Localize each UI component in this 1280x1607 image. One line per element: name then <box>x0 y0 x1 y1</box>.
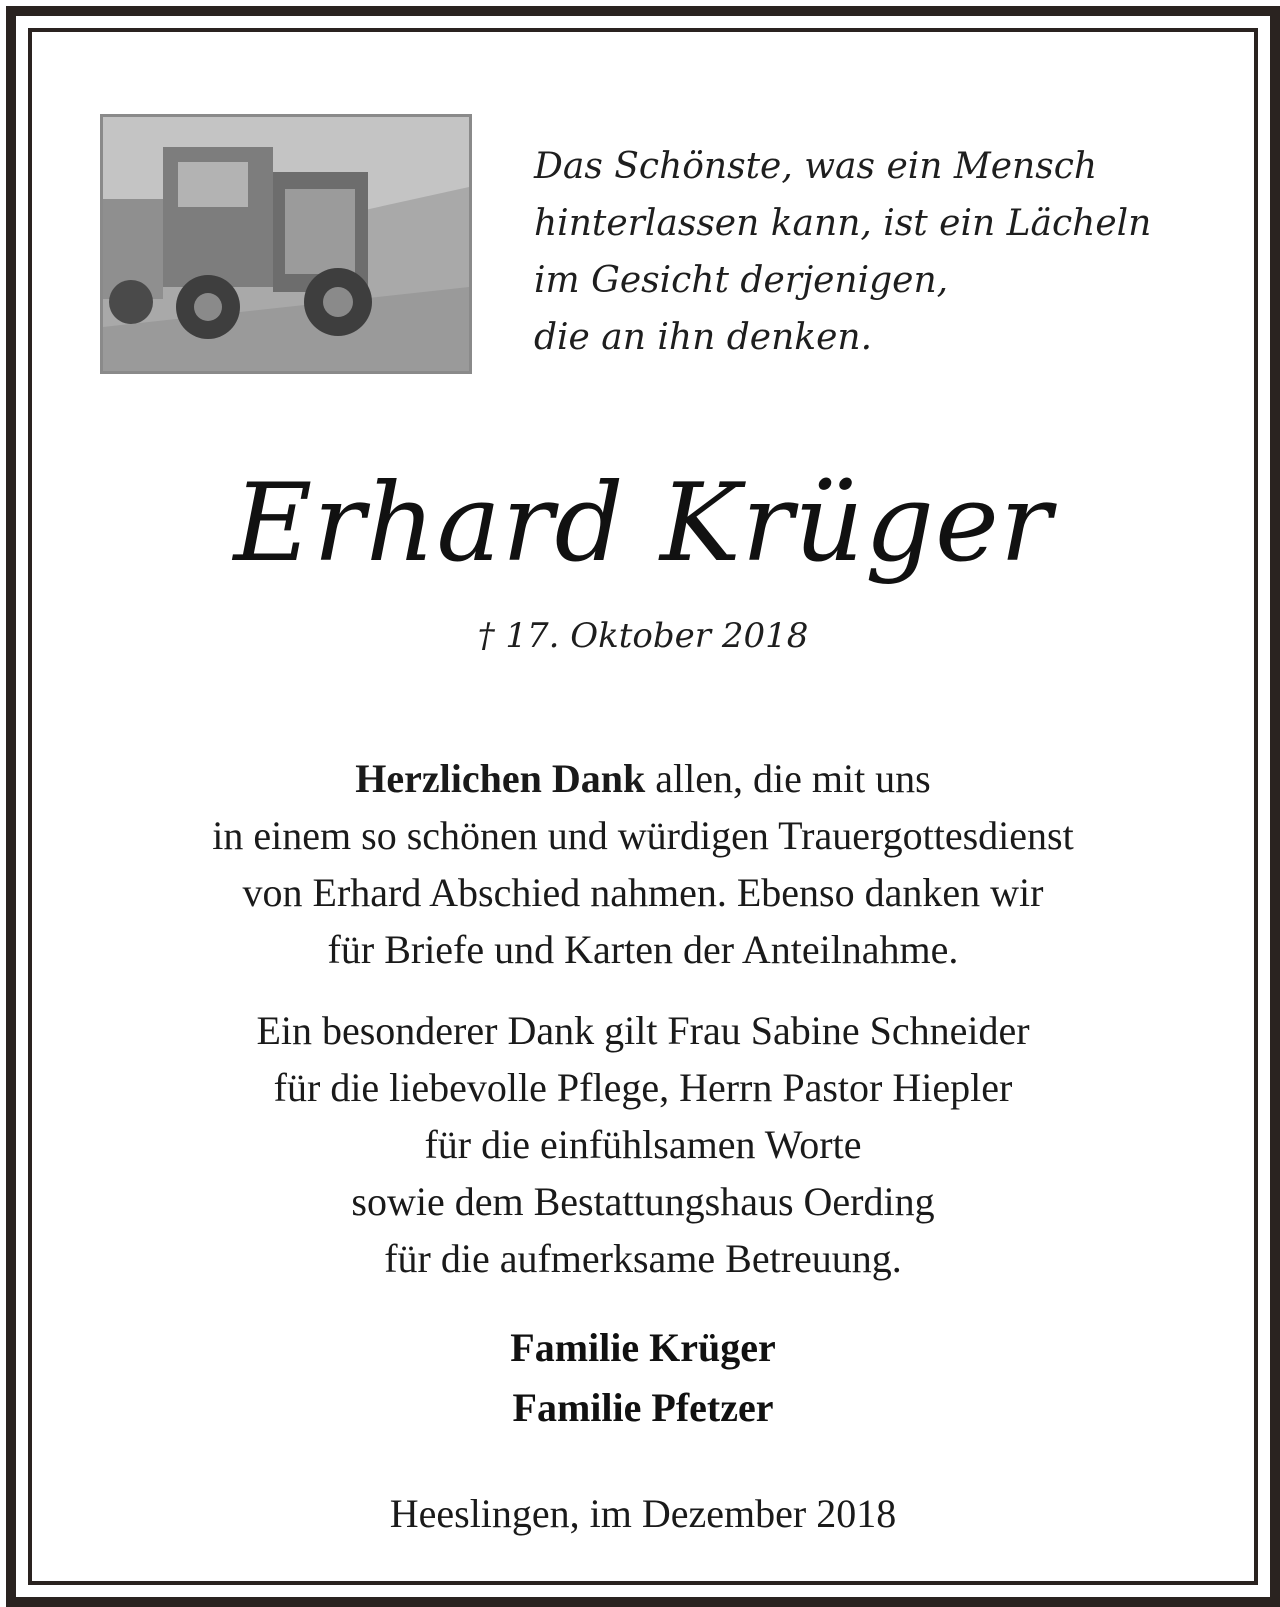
thanks-line: in einem so schönen und würdigen Trauergottesdienst <box>212 813 1074 858</box>
memorial-quote <box>534 138 1234 366</box>
death-date: † 17. Oktober 2018 <box>477 616 809 656</box>
thanks-line: Ein besonderer Dank gilt Frau Sabine Schneider <box>256 1008 1030 1053</box>
quote-line: hinterlassen kann, ist ein Lächeln <box>534 203 1152 244</box>
notice-outer-border <box>6 6 1280 1607</box>
thanks-heading: Herzlichen Dank <box>355 756 646 801</box>
thanks-line: für die liebevolle Pflege, Herrn Pastor Hiepler <box>273 1065 1013 1110</box>
truck-photo <box>100 114 472 374</box>
thanks-line-text: allen, die mit uns <box>645 756 931 801</box>
thanks-line: für Briefe und Karten der Anteilnahme. <box>327 927 959 972</box>
signature-family: Familie Pfetzer <box>512 1385 774 1430</box>
thanks-line <box>56 750 1230 807</box>
thanks-line: von Erhard Abschied nahmen. Ebenso danken wir <box>242 870 1044 915</box>
thanks-line: für die aufmerksame Betreuung. <box>384 1236 902 1281</box>
deceased-name: Erhard Krüger <box>233 461 1053 586</box>
signature-family: Familie Krüger <box>510 1325 776 1370</box>
place-date: Heeslingen, im Dezember 2018 <box>389 1491 897 1536</box>
thanks-paragraph-2 <box>56 1002 1230 1287</box>
signatures <box>16 1318 1270 1438</box>
truck-illustration <box>103 117 469 371</box>
thanks-line: sowie dem Bestattungshaus Oerding <box>351 1179 935 1224</box>
thanks-paragraph-1 <box>56 750 1230 978</box>
thanks-line: für die einfühlsamen Worte <box>424 1122 862 1167</box>
quote-line: Das Schönste, was ein Mensch <box>534 146 1098 187</box>
quote-line: im Gesicht derjenigen, <box>534 260 949 301</box>
quote-line: die an ihn denken. <box>534 317 873 358</box>
